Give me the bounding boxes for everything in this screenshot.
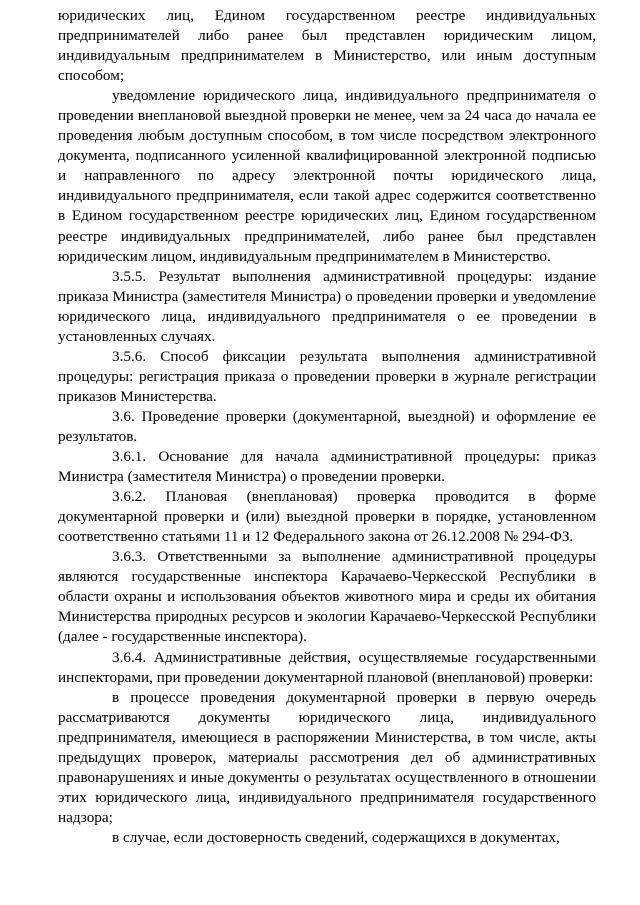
document-page <box>58 6 596 848</box>
paragraph-3-6-1: 3.6.1. Основание для начала административной процедуры: приказ Министра (заместителя Министра) о проведении проверки. <box>58 448 596 486</box>
paragraph-3-5-5: 3.5.5. Результат выполнения административной процедуры: издание приказа Министра (заместителя Министра) о проведении проверки и уведомление юридического лица, индивидуального предпринимателя о ее проведении в установленных случаях. <box>58 267 596 345</box>
paragraph-3-6-4: 3.6.4. Административные действия, осуществляемые государственными инспекторами, при проведении документарной плановой (внеплановой) проверки: <box>58 648 596 686</box>
paragraph-3-6: 3.6. Проведение проверки (документарной, выездной) и оформление ее результатов. <box>58 407 596 445</box>
paragraph-reliability: в случае, если достоверность сведений, содержащихся в документах, <box>112 828 560 846</box>
paragraph-3-6-2: 3.6.2. Плановая (внеплановая) проверка проводится в форме документарной проверки и (или) выездной проверки в порядке, установленном соответственно статьями 11 и 12 Федерального закона от 26.12.2008 № 294-ФЗ. <box>58 488 596 546</box>
paragraph-notification: уведомление юридического лица, индивидуального предпринимателя о проведении внеплановой выездной проверки не менее, чем за 24 часа до начала ее проведения любым доступным способом, в том числе посредством электронного документа, подписанного усиленной квалифицированной электронной подписью и направленного по адресу электронной почты юридического лица, индивидуального предпринимателя, если такой адрес содержится соответственно в Едином государственном реестре юридических лиц, Едином государственном реестре индивидуальных предпринимателей, либо ранее был представлен юридическим лицом, индивидуальным предпринимателем в Министерство. <box>58 87 596 265</box>
paragraph-3-6-3: 3.6.3. Ответственными за выполнение административной процедуры являются государственные инспектора Карачаево-Черкесской Республики в области охраны и использования объектов животного мира и среды их обитания Министерства природных ресурсов и экологии Карачаево-Черкесской Республики (далее - государственные инспектора). <box>58 548 596 646</box>
paragraph-continuation: юридических лиц, Едином государственном реестре индивидуальных предпринимателей либо ранее был представлен юридическим лицом, индивидуальным предпринимателем в Министерство, или иным доступным способом; <box>58 7 596 85</box>
paragraph-3-5-6: 3.5.6. Способ фиксации результата выполнения административной процедуры: регистрация приказа о проведении проверки в журнале регистрации приказов Министерства. <box>58 347 596 405</box>
paragraph-documentary-check: в процессе проведения документарной проверки в первую очередь рассматриваются документы юридического лица, индивидуального предпринимателя, имеющиеся в распоряжении Министерства, в том числе, акты предыдущих проверок, материалы рассмотрения дел об административных правонарушениях и иные документы о результатах осуществленного в отношении этих юридического лица, индивидуального предпринимателя государственного надзора; <box>58 688 596 826</box>
